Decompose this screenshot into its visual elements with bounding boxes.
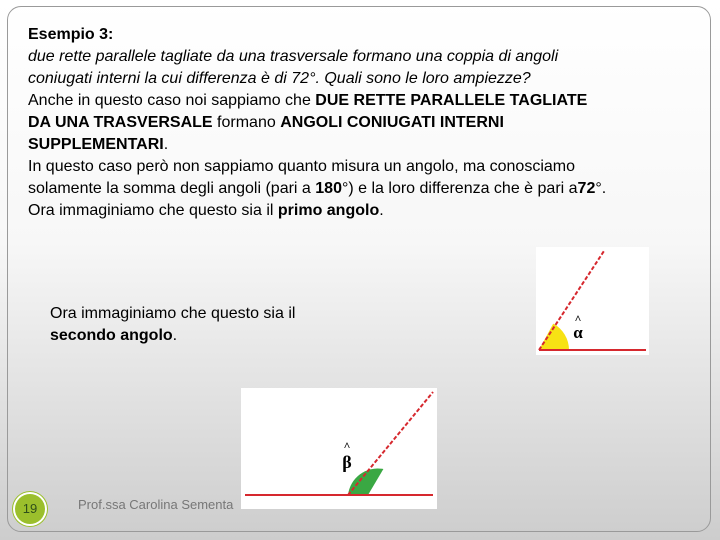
text: °) e la loro differenza che è pari a [341, 180, 578, 197]
text: Ora immaginiamo che questo sia il [28, 202, 278, 219]
alpha-label: α [573, 323, 583, 342]
text: Anche in questo caso noi sappiamo che [28, 92, 316, 109]
text: Ora immaginiamo che questo sia il [50, 305, 296, 322]
beta-angle-drawing [241, 388, 437, 509]
bold-text: DUE RETTE PARALLELE TAGLIATE DA UNA TRASVERSALE [28, 92, 588, 131]
paragraph-second-angle [50, 303, 350, 347]
hat-mark: ^ [343, 439, 351, 453]
beta-sector [348, 468, 383, 495]
slide-body [28, 24, 608, 222]
example-title: Esempio 3: [28, 26, 114, 43]
transversal-line [348, 392, 433, 495]
text: . [379, 202, 384, 219]
bold-text: secondo angolo [50, 327, 173, 344]
paragraph-parallel-lines [28, 90, 608, 156]
alpha-angle-figure [536, 247, 649, 355]
bold-text: 72 [577, 180, 596, 197]
beta-angle-figure [241, 388, 437, 509]
second-angle-text [50, 303, 350, 347]
paragraph-sum-difference [28, 156, 608, 200]
page-number-badge: 19 [15, 494, 45, 524]
alpha-angle-drawing [536, 247, 649, 355]
paragraph-first-angle [28, 200, 608, 222]
bold-text: ANGOLI CONIUGATI INTERNI SUPPLEMENTARI [28, 114, 504, 153]
bold-text: primo angolo [277, 202, 380, 219]
beta-label: β [342, 452, 352, 472]
bold-text: 180 [315, 180, 342, 197]
hat-mark: ^ [574, 312, 582, 326]
text: °. [595, 180, 607, 197]
text: . [163, 136, 169, 153]
text: In questo caso però non sappiamo quanto misura un angolo, ma conosciamo solamente la somma degli angoli (pari a [28, 158, 576, 197]
text: . [172, 327, 178, 344]
footer-author: Prof.ssa Carolina Sementa [78, 497, 234, 512]
text: formano [212, 114, 281, 131]
problem-statement: due rette parallele tagliate da una trasversale formano una coppia di angoli coniugati interni la cui differenza è di 72°. Quali sono le loro ampiezze? [28, 48, 559, 87]
